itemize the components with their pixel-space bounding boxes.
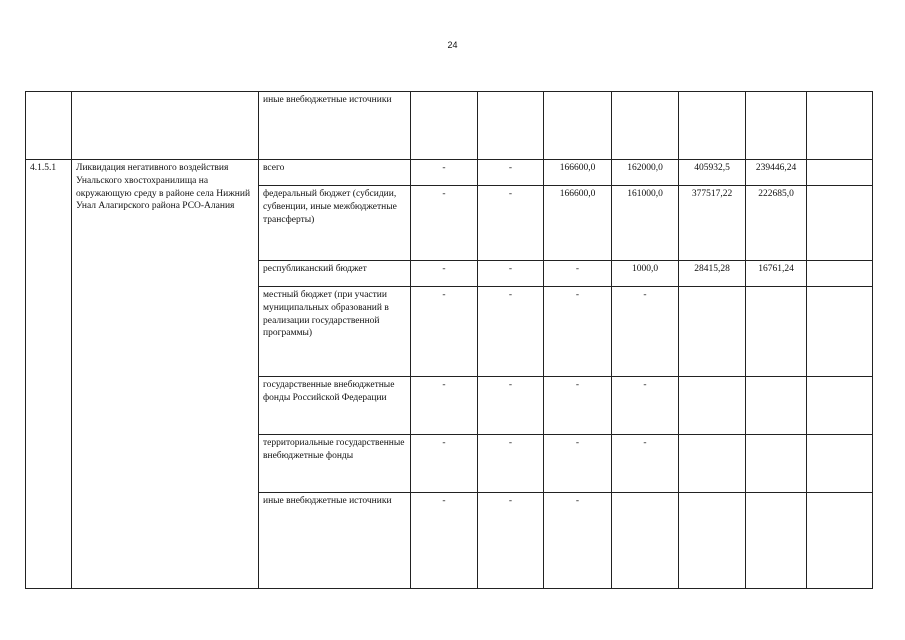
funding-source-cell: местный бюджет (при участии муниципальных образований в реализации государственной программы) (259, 287, 411, 377)
measure-name: Ликвидация негативного воздействия Унальского хвостохранилища на окружающую среду в районе села Нижний Унал Алагирского района РСО-Алания (72, 160, 259, 589)
value-cell (679, 377, 746, 435)
value-cell: - (478, 377, 544, 435)
value-cell (807, 377, 873, 435)
value-cell: - (411, 377, 478, 435)
value-cell (807, 435, 873, 493)
value-cell (807, 287, 873, 377)
value-cell (746, 377, 807, 435)
value-cell (746, 287, 807, 377)
value-cell: - (478, 287, 544, 377)
funding-source-cell: территориальные государственные внебюджетные фонды (259, 435, 411, 493)
value-cell: - (478, 261, 544, 287)
value-cell: - (612, 435, 679, 493)
value-cell (544, 92, 612, 160)
table-row (26, 160, 873, 186)
value-cell (679, 92, 746, 160)
value-cell: - (544, 493, 612, 589)
value-cell: - (544, 435, 612, 493)
value-cell (679, 435, 746, 493)
value-cell: - (411, 186, 478, 261)
value-cell (411, 92, 478, 160)
value-cell: - (544, 377, 612, 435)
value-cell: - (411, 261, 478, 287)
value-cell (612, 493, 679, 589)
value-cell (679, 287, 746, 377)
value-cell: - (411, 435, 478, 493)
value-cell: - (411, 493, 478, 589)
value-cell: 16761,24 (746, 261, 807, 287)
value-cell: 1000,0 (612, 261, 679, 287)
value-cell: 161000,0 (612, 186, 679, 261)
funding-source-cell: иные внебюджетные источники (259, 493, 411, 589)
value-cell: 377517,22 (679, 186, 746, 261)
value-cell: 405932,5 (679, 160, 746, 186)
value-cell: - (478, 493, 544, 589)
measure-name-cell (72, 92, 259, 160)
value-cell: - (612, 287, 679, 377)
value-cell: 222685,0 (746, 186, 807, 261)
value-cell (679, 493, 746, 589)
funding-source-cell: иные внебюджетные источники (259, 92, 411, 160)
value-cell: - (411, 160, 478, 186)
value-cell: - (478, 160, 544, 186)
value-cell (807, 186, 873, 261)
value-cell: - (478, 435, 544, 493)
value-cell (807, 493, 873, 589)
value-cell: 28415,28 (679, 261, 746, 287)
funding-source-cell: государственные внебюджетные фонды Российской Федерации (259, 377, 411, 435)
page-number: 24 (447, 40, 458, 50)
value-cell (478, 92, 544, 160)
value-cell: - (544, 287, 612, 377)
value-cell: - (411, 287, 478, 377)
value-cell: 166600,0 (544, 160, 612, 186)
value-cell (746, 92, 807, 160)
value-cell (746, 435, 807, 493)
value-cell: - (544, 261, 612, 287)
funding-source-cell: всего (259, 160, 411, 186)
value-cell (807, 92, 873, 160)
funding-source-cell: республиканский бюджет (259, 261, 411, 287)
value-cell (612, 92, 679, 160)
value-cell: - (612, 377, 679, 435)
value-cell (807, 261, 873, 287)
value-cell: 166600,0 (544, 186, 612, 261)
budget-table (25, 91, 873, 589)
value-cell: 162000,0 (612, 160, 679, 186)
code-cell (26, 92, 72, 160)
value-cell (807, 160, 873, 186)
value-cell: - (478, 186, 544, 261)
value-cell: 239446,24 (746, 160, 807, 186)
table-row (26, 92, 873, 160)
measure-code: 4.1.5.1 (26, 160, 72, 589)
value-cell (746, 493, 807, 589)
funding-source-cell: федеральный бюджет (субсидии, субвенции, иные межбюджетные трансферты) (259, 186, 411, 261)
